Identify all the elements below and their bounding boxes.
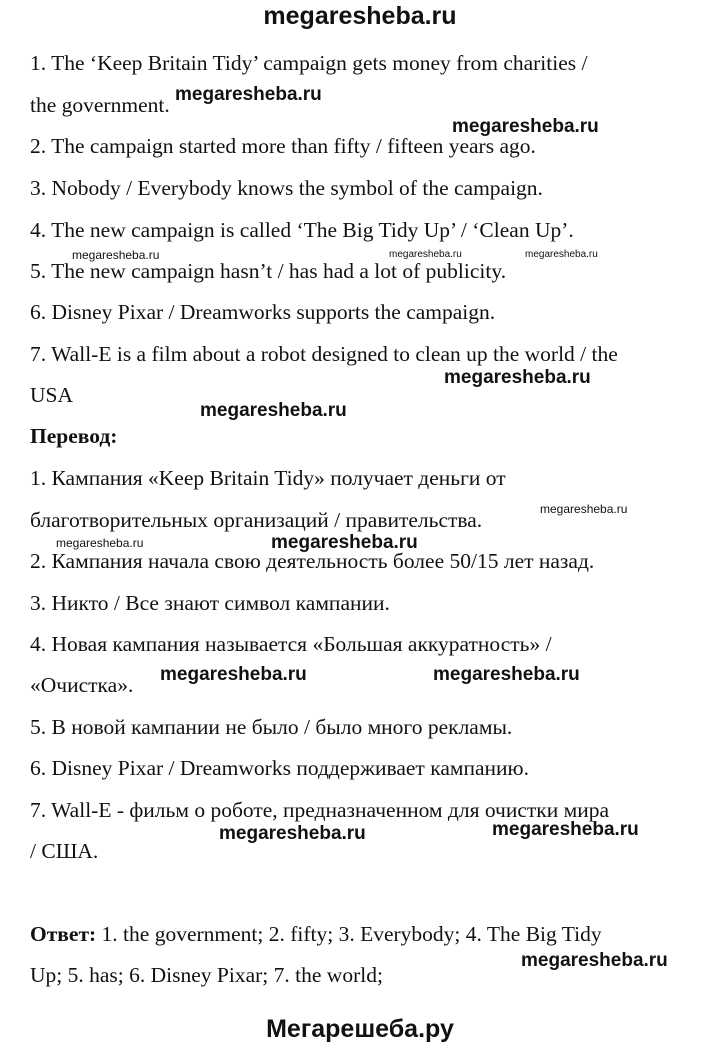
question-line-1: 1. The ‘Keep Britain Tidy’ campaign gets money from charities / [30,51,588,75]
site-header: megaresheba.ru [263,2,457,30]
translation-line-4-cont: «Очистка». [30,673,134,697]
watermark: megaresheba.ru [72,248,160,262]
question-line-4: 4. The new campaign is called ‘The Big Tidy Up’ / ‘Clean Up’. [30,218,574,242]
watermark: megaresheba.ru [271,532,418,553]
translation-line-7-cont: / США. [30,839,99,863]
question-line-7-cont: USA [30,383,74,407]
watermark: megaresheba.ru [219,823,366,844]
translation-line-2: 2. Кампания начала свою деятельность более 50/15 лет назад. [30,549,595,573]
translation-heading: Перевод: [30,424,118,448]
answer-text-1: 1. the government; 2. fifty; 3. Everybody; 4. The Big Tidy [96,922,602,946]
watermark: megaresheba.ru [160,664,307,685]
watermark: megaresheba.ru [492,819,639,840]
translation-line-1-cont: благотворительных организаций / правительства. [30,508,483,532]
translation-line-7: 7. Wall-E - фильм о роботе, предназначенном для очистки мира [30,798,610,822]
watermark: megaresheba.ru [452,116,599,137]
question-line-3: 3. Nobody / Everybody knows the symbol of the campaign. [30,176,543,200]
answer-label: Ответ: [30,922,97,946]
watermark: megaresheba.ru [521,950,668,971]
translation-line-5: 5. В новой кампании не было / было много рекламы. [30,715,513,739]
watermark: megaresheba.ru [200,400,347,421]
answer-line-1 [30,922,602,947]
translation-line-6: 6. Disney Pixar / Dreamworks поддерживает кампанию. [30,756,529,780]
answer-line-2: Up; 5. has; 6. Disney Pixar; 7. the world; [30,963,383,987]
translation-line-3: 3. Никто / Все знают символ кампании. [30,591,390,615]
translation-line-1: 1. Кампания «Keep Britain Tidy» получает деньги от [30,466,506,490]
question-line-6: 6. Disney Pixar / Dreamworks supports the campaign. [30,300,496,324]
watermark: megaresheba.ru [444,367,591,388]
watermark: megaresheba.ru [433,664,580,685]
watermark: megaresheba.ru [540,502,628,516]
watermark: megaresheba.ru [56,536,144,550]
translation-line-4: 4. Новая кампания называется «Большая аккуратность» / [30,632,552,656]
question-line-5: 5. The new campaign hasn’t / has had a lot of publicity. [30,259,507,283]
watermark: megaresheba.ru [175,84,322,105]
site-footer: Мегарешеба.ру [266,1015,454,1043]
question-line-2: 2. The campaign started more than fifty / fifteen years ago. [30,134,536,158]
question-line-1-cont: the government. [30,93,170,117]
watermark: megaresheba.ru [389,249,462,260]
question-line-7: 7. Wall-E is a film about a robot designed to clean up the world / the [30,342,618,366]
watermark: megaresheba.ru [525,249,598,260]
